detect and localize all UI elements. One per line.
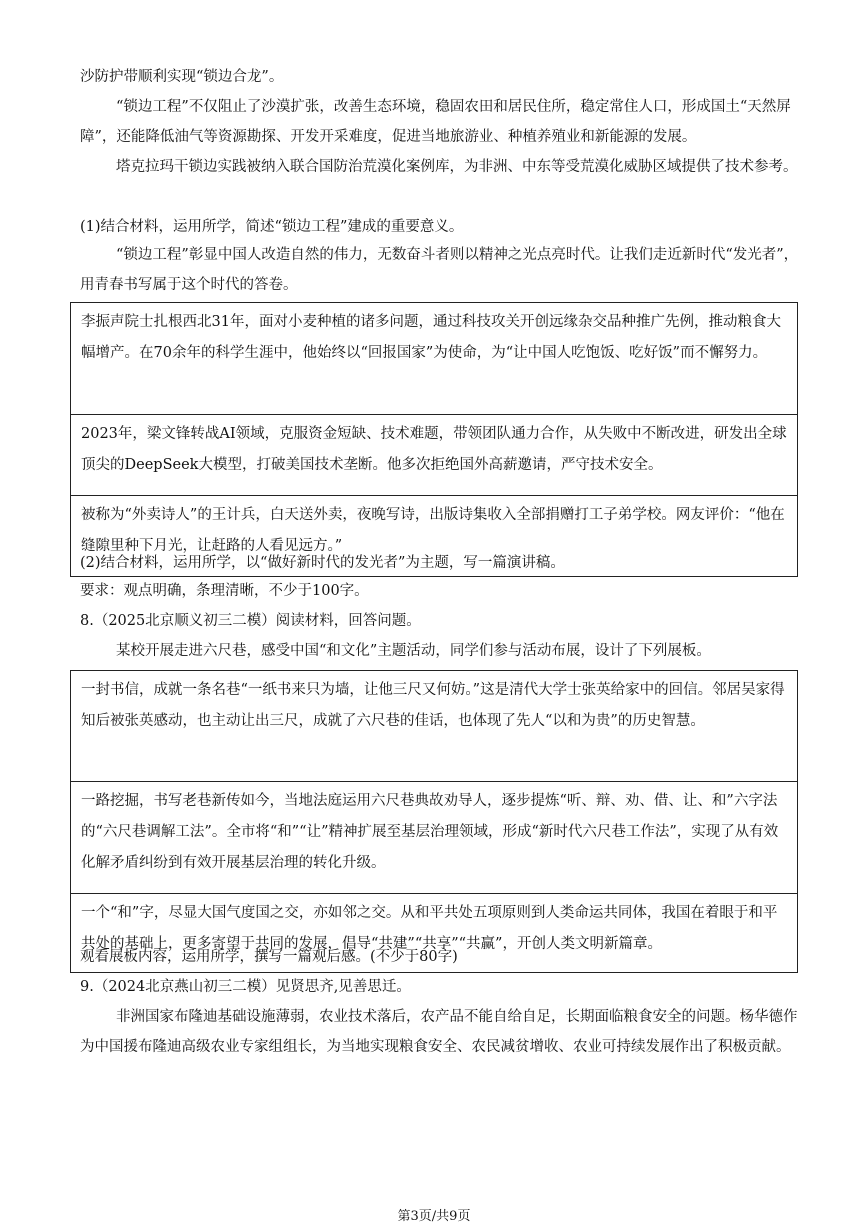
intro-paragraph-3: “锁边工程”彰显中国人改造自然的伟力，无数奋斗者则以精神之光点亮时代。让我们走近新时代“发光者”，用青春书写属于这个时代的答卷。	[80, 247, 799, 293]
requirement: 要求：观点明确，条理清晰，不少于100字。	[80, 583, 369, 599]
question-9-title: 9.（2024北京燕山初三二模）见贤思齐,见善思迁。	[80, 979, 411, 995]
material-cell: 李振声院士扎根西北31年，面对小麦种植的诸多问题，通过科技攻关开创远缘杂交品种推广先例，推动粮食大幅增产。在70余年的科学生涯中，他始终以“回报国家”为使命，为“让中国人吃饱饭、吃好饭”而不懈努力。	[81, 314, 781, 361]
material-box-1	[70, 302, 798, 577]
board-cell: 一封书信，成就一条名巷“一纸书来只为墙，让他三尺又何妨。”这是清代大学士张英给家中的回信。邻居吴家得知后被张英感动，也主动让出三尺，成就了六尺巷的佳话，也体现了先人“以和为贵”的历史智慧。	[81, 682, 785, 729]
material-cell: 被称为“外卖诗人”的王计兵，白天送外卖，夜晚写诗，出版诗集收入全部捐赠打工子弟学校。网友评价：“他在缝隙里种下月光，让赶路的人看见远方。”	[71, 495, 797, 576]
question-8-intro: 某校开展走进六尺巷，感受中国“和文化”主题活动，同学们参与活动布展，设计了下列展板。	[116, 643, 711, 659]
intro-paragraph-1: “锁边工程”不仅阻止了沙漠扩张，改善生态环境，稳固农田和居民住所，稳定常住人口，形成国土“天然屏障”，还能降低油气等资源勘探、开发开采难度，促进当地旅游业、种植养殖业和新能源的发展。	[80, 99, 791, 145]
intro-paragraph-2: 塔克拉玛干锁边实践被纳入联合国防治荒漠化案例库，为非洲、中东等受荒漠化威胁区域提供了技术参考。	[116, 159, 798, 175]
material-cell: 2023年，梁文锋转战AI领域，克服资金短缺、技术难题，带领团队通力合作，从失败中不断改进，研发出全球顶尖的DeepSeek大模型，打破美国技术垄断。他多次拒绝国外高薪邀请，严守技术安全。	[71, 414, 797, 495]
exhibition-board-box	[70, 670, 798, 973]
intro-paragraph-0: 沙防护带顺利实现“锁边合龙”。	[80, 69, 284, 85]
question-9-body: 非洲国家布隆迪基础设施薄弱，农业技术落后，农产品不能自给自足，长期面临粮食安全的问题。杨华德作为中国援布隆迪高级农业专家组组长，为当地实现粮食安全、农民减贫增收、农业可持续发展作出了积极贡献。	[80, 1009, 798, 1055]
board-cell: 一路挖掘，书写老巷新传如今，当地法庭运用六尺巷典故劝导人，逐步提炼“听、辩、劝、借、让、和”六字法的“六尺巷调解工法”。全市将“和”“让”精神扩展至基层治理领域，形成“新时代六尺巷工作法”，实现了从有效化解矛盾纠纷到有效开展基层治理的转化升级。	[71, 781, 797, 893]
page-footer: 第3页/共9页	[397, 1209, 471, 1224]
question-8-title: 8.（2025北京顺义初三二模）阅读材料，回答问题。	[80, 613, 421, 629]
question-2: (2)结合材料，运用所学，以“做好新时代的发光者”为主题，写一篇演讲稿。	[80, 555, 565, 571]
question-1: (1)结合材料，运用所学，简述“锁边工程”建成的重要意义。	[80, 219, 464, 235]
board-cell: 一个“和”字，尽显大国气度国之交，亦如邻之交。从和平共处五项原则到人类命运共同体，我国在着眼于和平共处的基础上，更多寄望于共同的发展，倡导“共建”“共享”“共赢”，开创人类文明新篇章。	[71, 893, 797, 972]
question-8-task: 观看展板内容，运用所学，撰写一篇观后感。(不少于80字)	[80, 949, 458, 965]
